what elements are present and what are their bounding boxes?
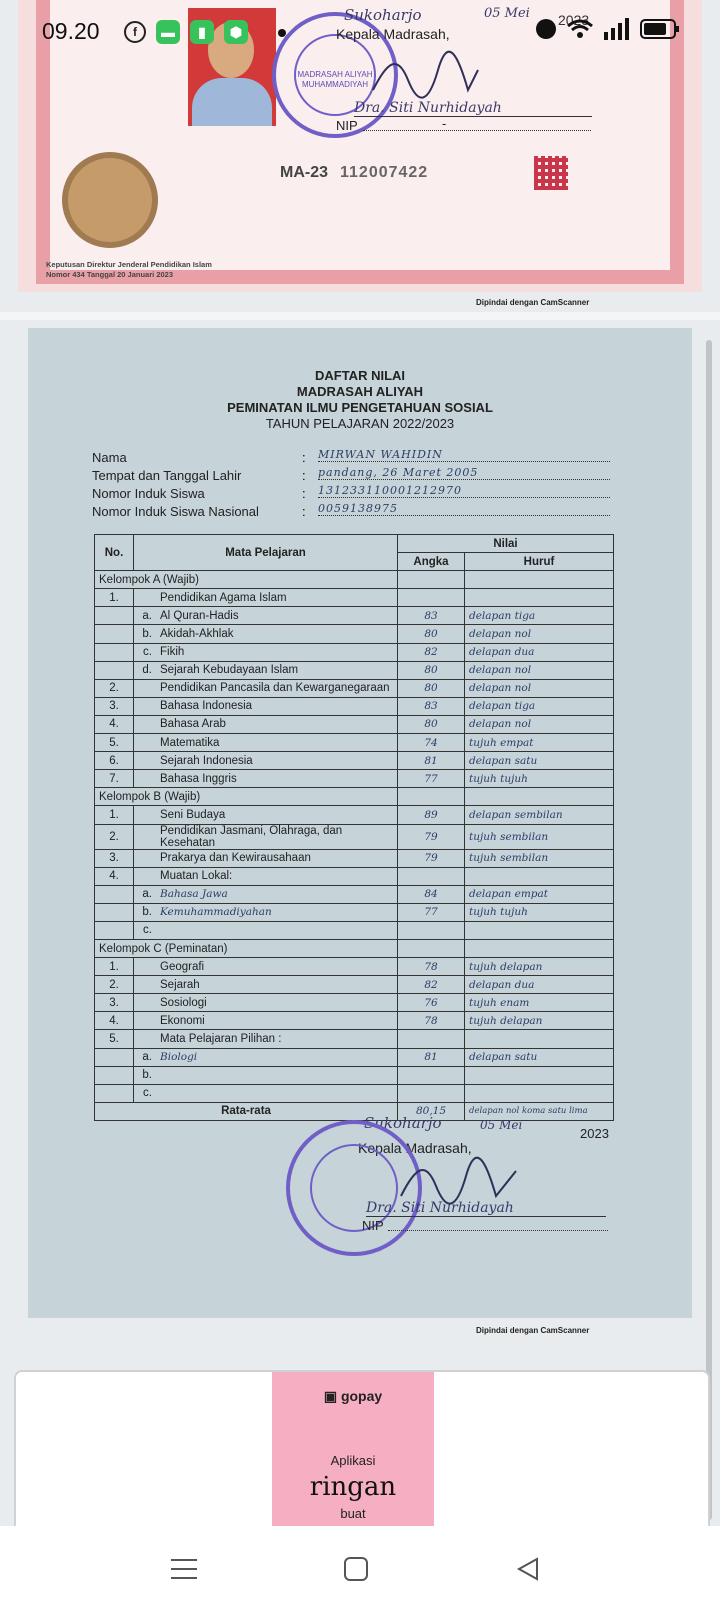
report-title-3: PEMINATAN ILMU PENGETAHUAN SOSIAL — [227, 400, 493, 415]
row-subject: Bahasa Arab — [156, 715, 398, 733]
row-number: 4. — [95, 1012, 134, 1030]
table-row — [95, 1048, 614, 1066]
table-row — [95, 715, 614, 733]
row-angka: 82 — [398, 643, 465, 661]
row-angka — [398, 1030, 465, 1048]
row-number: 5. — [95, 734, 134, 752]
table-row — [95, 625, 614, 643]
row-number: 3. — [95, 849, 134, 867]
row-number: 2. — [95, 679, 134, 697]
messages-icon: ▬ — [156, 20, 180, 44]
header-nilai: Nilai — [398, 535, 614, 553]
row-huruf: tujuh enam — [465, 994, 614, 1012]
row-huruf: delapan dua — [465, 643, 614, 661]
report-nip-label: NIP — [362, 1218, 384, 1233]
table-row — [95, 1012, 614, 1030]
qr-code — [534, 156, 568, 190]
field-value-nisn: 0059138975 — [318, 502, 610, 516]
table-row — [95, 885, 614, 903]
row-subject: Bahasa Jawa — [156, 885, 398, 903]
row-angka: 89 — [398, 806, 465, 824]
ad-line-2: ringan — [309, 1472, 397, 1502]
row-huruf — [465, 867, 614, 885]
table-row — [95, 849, 614, 867]
row-number: 1. — [95, 589, 134, 607]
row-subject: Bahasa Inggris — [156, 770, 398, 788]
report-sign-year: 2023 — [580, 1126, 609, 1141]
ad-brand: gopay — [340, 1388, 383, 1404]
row-subject: Biologi — [156, 1048, 398, 1066]
page-separator — [0, 312, 720, 320]
battery-icon — [640, 18, 680, 40]
row-angka: 80 — [398, 715, 465, 733]
table-row — [95, 824, 614, 849]
signal-icon — [604, 18, 630, 40]
home-icon — [343, 1556, 369, 1582]
row-number: 1. — [95, 806, 134, 824]
row-angka: 84 — [398, 885, 465, 903]
decree-line-2: Nomor 434 Tanggal 20 Januari 2023 — [46, 270, 173, 279]
average-value: 80,15 — [398, 1102, 465, 1120]
scan-note-2: Dipindai dengan CamScanner — [476, 1326, 590, 1335]
row-sub-letter — [134, 770, 157, 788]
row-sub-letter — [134, 715, 157, 733]
row-number: 5. — [95, 1030, 134, 1048]
table-row — [95, 661, 614, 679]
certificate-number-prefix: MA-23 — [280, 164, 329, 181]
row-sub-letter — [134, 824, 157, 849]
row-subject: Mata Pelajaran Pilihan : — [156, 1030, 398, 1048]
report-title-1: DAFTAR NILAI — [314, 368, 406, 383]
row-angka: 76 — [398, 994, 465, 1012]
group-row — [95, 571, 614, 589]
row-sub-letter — [134, 806, 157, 824]
table-row — [95, 921, 614, 939]
ad-line-1: Aplikasi — [330, 1453, 376, 1468]
ad-panel[interactable] — [272, 1372, 434, 1532]
row-angka: 79 — [398, 824, 465, 849]
row-sub-letter — [134, 697, 157, 715]
row-huruf — [465, 589, 614, 607]
table-row — [95, 976, 614, 994]
row-number — [95, 1066, 134, 1084]
table-row — [95, 958, 614, 976]
table-row — [95, 903, 614, 921]
row-huruf: tujuh delapan — [465, 1012, 614, 1030]
wallet-icon: ▣ — [323, 1388, 338, 1404]
row-subject: Fikih — [156, 643, 398, 661]
table-row — [95, 1066, 614, 1084]
ad-line-3: buat — [340, 1506, 366, 1521]
average-words: delapan nol koma satu lima — [465, 1102, 614, 1120]
certificate-year: 2023 — [558, 12, 590, 28]
ministry-seal — [62, 152, 158, 248]
row-sub-letter: c. — [134, 643, 157, 661]
row-angka: 78 — [398, 1012, 465, 1030]
row-subject — [156, 921, 398, 939]
menu-icon — [171, 1557, 197, 1581]
status-bar — [0, 0, 720, 64]
grades-table — [94, 534, 614, 1121]
row-sub-letter: a. — [134, 607, 157, 625]
row-huruf: delapan sembilan — [465, 806, 614, 824]
scan-note-1: Dipindai dengan CamScanner — [476, 298, 590, 307]
header-angka: Angka — [398, 553, 465, 571]
row-sub-letter — [134, 994, 157, 1012]
row-sub-letter — [134, 1012, 157, 1030]
row-angka — [398, 1066, 465, 1084]
certificate-nip-line — [363, 130, 591, 131]
row-angka: 80 — [398, 679, 465, 697]
certificate-signer: Dra. Siti Nurhidayah — [354, 100, 592, 117]
row-huruf: tujuh empat — [465, 734, 614, 752]
row-sub-letter — [134, 976, 157, 994]
certificate-date: 05 Mei — [484, 6, 530, 21]
back-button[interactable] — [508, 1554, 548, 1584]
row-angka: 82 — [398, 976, 465, 994]
row-subject: Muatan Lokal: — [156, 867, 398, 885]
certificate-number: 112007422 — [340, 164, 429, 181]
field-label-nis: Nomor Induk Siswa — [92, 486, 205, 501]
header-subject: Mata Pelajaran — [134, 535, 398, 571]
group-label: Kelompok B (Wajib) — [95, 788, 398, 806]
row-sub-letter: c. — [134, 1084, 157, 1102]
notification-dot-icon — [278, 29, 286, 37]
row-number: 1. — [95, 958, 134, 976]
row-huruf — [465, 1030, 614, 1048]
row-huruf: delapan nol — [465, 679, 614, 697]
row-huruf: tujuh delapan — [465, 958, 614, 976]
row-number — [95, 625, 134, 643]
row-sub-letter: d. — [134, 661, 157, 679]
ad-banner[interactable] — [14, 1370, 710, 1534]
row-huruf: tujuh tujuh — [465, 770, 614, 788]
table-row — [95, 589, 614, 607]
row-number: 3. — [95, 994, 134, 1012]
row-sub-letter: b. — [134, 625, 157, 643]
row-angka: 78 — [398, 958, 465, 976]
report-sign-role: Kepala Madrasah, — [358, 1140, 472, 1156]
row-huruf: delapan tiga — [465, 697, 614, 715]
report-sign-place: Sukoharjo — [364, 1114, 442, 1132]
row-angka — [398, 921, 465, 939]
row-huruf: tujuh sembilan — [465, 824, 614, 849]
field-value-nama: MIRWAN WAHIDIN — [318, 448, 610, 462]
report-page: DAFTAR NILAI MADRASAH ALIYAH PEMINATAN ILMU PENGETAHUAN SOSIAL TAHUN PELAJARAN 2022/2023 Nama : MIRWAN WAHIDIN Tempat dan Tanggal Lahir : pandang, 26 Maret 2005 Nomor Induk Siswa : 131233110001212970 Nomor Induk Siswa Nasional : 0059138975 No. Mata Pelajaran Nilai Angka Huruf Kelompok A (Wajib) 1. Pendidikan Agama Islam a. Al Quran-Hadis 83 delapan tiga b. Akidah-Akhlak 80 delapan nol c. Fikih 82 delapan dua d. Sejarah Kebudayaan Islam 80 delapan nol 2. Pendidikan Pancasila dan Kewarganegaraan 80 delapan nol 3. Bahasa Indonesia 83 delapan tiga 4. Bahasa Arab 80 delapan nol 5. Matematika 74 tujuh empat 6. Sejarah Indonesia 81 delapan satu 7. Bahasa Inggris 77 tujuh tujuh Kelompok B (Wajib) 1. Seni Budaya 89 delapan sembilan 2. Pendidikan Jasmani, Olahraga, dan Kesehatan 79 tujuh sembilan 3. Prakarya dan Kewirausahaan 79 tujuh sembilan 4. Muatan Lokal: a. Bahasa Jawa 84 delapan empat b. Kemuhammadiyahan 77 tujuh tujuh c. Kelompok C (Peminatan) 1. Geografi 78 tujuh delapan 2. Sejarah 82 delapan dua 3. Sosiologi 76 tujuh enam 4. Ekonomi 78 tujuh delapan 5. Mata Pelajaran Pilihan : a. Biologi 81 delapan satu b. c. Rata-rata 80,15 delapan nol koma satu lima Sukoharjo 05 Mei 2023 Kepala Madrasah, Dra. Siti Nurhidayah NIP — [28, 328, 692, 1318]
row-sub-letter: b. — [134, 903, 157, 921]
wifi-icon — [566, 18, 594, 40]
row-subject: Ekonomi — [156, 1012, 398, 1030]
menu-button[interactable] — [164, 1554, 204, 1584]
table-row — [95, 867, 614, 885]
scrollbar[interactable] — [706, 340, 712, 1520]
report-title-2: MADRASAH ALIYAH — [296, 384, 424, 399]
row-huruf: delapan nol — [465, 715, 614, 733]
group-label: Kelompok A (Wajib) — [95, 571, 398, 589]
row-huruf — [465, 1084, 614, 1102]
row-huruf: delapan nol — [465, 661, 614, 679]
row-sub-letter: a. — [134, 885, 157, 903]
header-no: No. — [95, 535, 134, 571]
row-sub-letter — [134, 849, 157, 867]
row-number — [95, 1084, 134, 1102]
home-button[interactable] — [336, 1554, 376, 1584]
row-number: 2. — [95, 976, 134, 994]
row-huruf: delapan empat — [465, 885, 614, 903]
table-row — [95, 679, 614, 697]
header-huruf: Huruf — [465, 553, 614, 571]
table-row — [95, 607, 614, 625]
row-number — [95, 661, 134, 679]
row-number — [95, 885, 134, 903]
row-subject: Al Quran-Hadis — [156, 607, 398, 625]
row-sub-letter — [134, 1030, 157, 1048]
row-angka — [398, 589, 465, 607]
row-subject: Pendidikan Jasmani, Olahraga, dan Kesehatan — [156, 824, 398, 849]
row-subject: Sejarah — [156, 976, 398, 994]
group-row — [95, 939, 614, 957]
table-row — [95, 806, 614, 824]
report-nip-line — [388, 1230, 608, 1231]
row-angka: 83 — [398, 607, 465, 625]
row-angka — [398, 867, 465, 885]
field-value-nis: 131233110001212970 — [318, 484, 610, 498]
row-number: 7. — [95, 770, 134, 788]
row-number: 4. — [95, 715, 134, 733]
status-clock: 09.20 — [42, 18, 100, 44]
row-huruf: delapan satu — [465, 752, 614, 770]
report-sign-date: 05 Mei — [480, 1118, 523, 1132]
row-huruf: tujuh tujuh — [465, 903, 614, 921]
alarm-icon — [536, 19, 556, 39]
row-huruf — [465, 921, 614, 939]
row-number: 4. — [95, 867, 134, 885]
row-sub-letter — [134, 752, 157, 770]
row-sub-letter — [134, 589, 157, 607]
row-subject: Prakarya dan Kewirausahaan — [156, 849, 398, 867]
navigation-bar — [0, 1526, 720, 1612]
row-subject: Sejarah Kebudayaan Islam — [156, 661, 398, 679]
field-label-ttl: Tempat dan Tanggal Lahir — [92, 468, 242, 483]
group-row — [95, 788, 614, 806]
row-number — [95, 1048, 134, 1066]
row-huruf: delapan dua — [465, 976, 614, 994]
row-angka: 80 — [398, 625, 465, 643]
school-stamp: MADRASAH ALIYAH MUHAMMADIYAH — [272, 12, 398, 138]
row-number — [95, 607, 134, 625]
table-row — [95, 734, 614, 752]
row-sub-letter: b. — [134, 1066, 157, 1084]
row-angka: 83 — [398, 697, 465, 715]
table-row — [95, 1084, 614, 1102]
row-subject: Seni Budaya — [156, 806, 398, 824]
field-label-nama: Nama — [92, 450, 127, 465]
shield-icon: ⬢ — [224, 20, 248, 44]
row-angka: 81 — [398, 1048, 465, 1066]
table-row — [95, 994, 614, 1012]
field-label-nisn: Nomor Induk Siswa Nasional — [92, 504, 259, 519]
row-sub-letter — [134, 679, 157, 697]
row-number: 2. — [95, 824, 134, 849]
average-label: Rata-rata — [95, 1102, 398, 1120]
row-huruf — [465, 1066, 614, 1084]
row-huruf: delapan nol — [465, 625, 614, 643]
row-angka: 77 — [398, 903, 465, 921]
row-sub-letter: c. — [134, 921, 157, 939]
row-subject: Akidah-Akhlak — [156, 625, 398, 643]
row-subject: Bahasa Indonesia — [156, 697, 398, 715]
table-row — [95, 1030, 614, 1048]
row-sub-letter: a. — [134, 1048, 157, 1066]
row-angka — [398, 1084, 465, 1102]
row-subject: Matematika — [156, 734, 398, 752]
average-row — [95, 1102, 614, 1120]
report-title-4: TAHUN PELAJARAN 2022/2023 — [265, 416, 455, 431]
row-huruf: delapan satu — [465, 1048, 614, 1066]
row-subject: Pendidikan Pancasila dan Kewarganegaraan — [156, 679, 398, 697]
row-angka: 81 — [398, 752, 465, 770]
certificate-place: Sukoharjo — [344, 6, 422, 24]
row-number — [95, 643, 134, 661]
table-row — [95, 697, 614, 715]
row-sub-letter — [134, 958, 157, 976]
certificate-nip-value: - — [442, 116, 447, 131]
table-row — [95, 643, 614, 661]
row-subject: Pendidikan Agama Islam — [156, 589, 398, 607]
field-value-ttl: pandang, 26 Maret 2005 — [318, 466, 610, 480]
row-angka: 79 — [398, 849, 465, 867]
certificate-role: Kepala Madrasah, — [336, 26, 450, 42]
row-angka: 74 — [398, 734, 465, 752]
row-number — [95, 903, 134, 921]
battery-saver-icon: ▮ — [190, 20, 214, 44]
row-subject: Geografi — [156, 958, 398, 976]
row-angka: 77 — [398, 770, 465, 788]
row-subject: Sejarah Indonesia — [156, 752, 398, 770]
row-number — [95, 921, 134, 939]
row-subject — [156, 1084, 398, 1102]
decree-line-1: Keputusan Direktur Jenderal Pendidikan Islam — [46, 260, 212, 269]
row-number: 3. — [95, 697, 134, 715]
group-label: Kelompok C (Peminatan) — [95, 939, 398, 957]
certificate-nip-label: NIP — [336, 118, 358, 133]
table-row — [95, 770, 614, 788]
back-icon — [515, 1556, 541, 1582]
row-number: 6. — [95, 752, 134, 770]
row-subject: Sosiologi — [156, 994, 398, 1012]
row-subject — [156, 1066, 398, 1084]
table-row — [95, 752, 614, 770]
row-sub-letter — [134, 867, 157, 885]
row-huruf: tujuh sembilan — [465, 849, 614, 867]
report-signer: Dra. Siti Nurhidayah — [366, 1200, 606, 1217]
row-subject: Kemuhammadiyahan — [156, 903, 398, 921]
row-angka: 80 — [398, 661, 465, 679]
row-sub-letter — [134, 734, 157, 752]
facebook-icon: f — [124, 21, 146, 43]
row-huruf: delapan tiga — [465, 607, 614, 625]
